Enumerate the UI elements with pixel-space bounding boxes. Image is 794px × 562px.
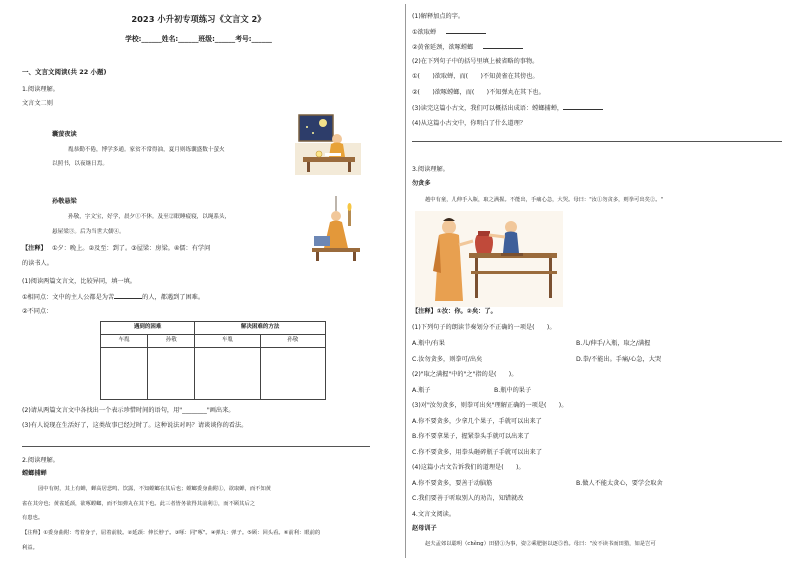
r-q1-item1 [412,28,486,37]
table-head-solution: 解决困难的方法 [195,322,326,335]
s4-option-b[interactable]: B.做人不能太贪心，要学会取舍 [576,480,663,487]
s3-question: (3)对"汝勿贪多，则拳可出矣"理解正确的一项是( )。 [412,402,568,409]
note4-label: 【注释】①汝：你。②矣：了。 [412,308,497,315]
table-cell[interactable] [101,348,148,400]
table-cell[interactable] [260,348,325,400]
r-q2: (2)在下列句子中的括号里填上被省略的事物。 [412,58,539,65]
story5-line1: 赵夫孟郊以聪明（chěng）田猎①为事，姿②乘肥驱以逐⑤兽。母曰："汝不读书而田猎，如是岂可 [425,541,656,547]
story4-title: 勿贪多 [412,180,431,187]
r-q3 [412,104,603,113]
note1-label: 【注释】 [22,245,47,252]
r-q4: (4)从这篇小古文中，你明白了什么道理？ [412,120,526,127]
r-q1-item1-text: ①欲取蝉 [412,29,437,36]
table-cell[interactable] [195,348,260,400]
story3-title: 螳螂捕蝉 [22,470,47,477]
story2-title: 孙敬悬梁 [52,198,77,205]
s4-question: (4)这篇小古文告诉我们的道理是( )。 [412,464,525,471]
table-head-difficulty: 遇到的困难 [101,322,195,335]
story5-title: 赵母训子 [412,525,437,532]
s1-question: (1)下列句子的朗读节奏划分不正确的一项是( )。 [412,324,556,331]
s1-option-c[interactable]: C.汝勿贪多，则拳可/出矣 [412,356,483,363]
story1-title: 囊萤夜读 [52,131,77,138]
s4-option-c[interactable]: C.我们要善于听取别人的劝告，知错就改 [412,495,524,502]
s3-option-a[interactable]: A.你不要贪多，少拿几个果子，手就可以出来了 [412,418,542,425]
student-info-line: 学校:______姓名:______班级:______考号:______ [125,35,272,43]
table-sub-3: 车胤 [195,335,260,348]
s2-question: (2)"取之满握"中的"之"指的是( )。 [412,371,518,378]
s2-option-a[interactable]: A.瓶子 [412,387,431,394]
r-q3-text: (3)读完这篇小古文，我们可以概括出成语：螳螂捕蝉， [412,105,564,112]
r-q2-item2: ②( )欲啄螳螂，而( )不知弹丸在其下也。 [412,89,545,96]
s4-option-a[interactable]: A.你不要贪多，要善于动脑筋 [412,480,493,487]
greedy-child-illustration [415,211,563,307]
s3-option-b[interactable]: B.你不要拿果子，握紧拳头手就可以出来了 [412,433,530,440]
story1-line1: 胤恭勤不倦，博学多通。家贫不常得油，夏月则练囊盛数十萤火 [68,147,225,153]
right-column [397,0,794,562]
note3-line1: 【注释】①委身曲附：弯着身子，屈着前肢。②延颈：伸长脖子。③啄：同"啄"。④弹丸：弹子。⑤顾：回头看。⑥前利：眼前的 [22,530,321,536]
q3-label: 3.阅读理解。 [412,166,449,173]
q4-label: 4.文言文阅读。 [412,511,456,518]
answer-line[interactable] [412,141,782,142]
s1-option-a[interactable]: A.瓶中/有果 [412,340,445,347]
table-cell[interactable] [148,348,195,400]
note1-line2: 的读书人。 [22,260,53,267]
q1-sub-title: 文言文二则 [22,100,53,107]
story3-line1: 园中有树，其上有蝉，蝉高居悲鸣、饮露，不知螳螂在其后也；螳螂委身曲附①，欲取蝉，而不知黄 [38,486,272,492]
hanging-hair-illustration [308,196,364,262]
column-divider [405,4,406,558]
firefly-reading-illustration [295,113,361,175]
r-q1-item2-text: ②黄雀延颈，欲啄螳螂 [412,44,474,51]
story2-line2: 悬屋梁③。后为当世大儒④。 [52,229,125,235]
note3-line2: 利益。 [22,545,38,551]
s1-option-d[interactable]: D.拳/不能出。手痛/心急，大哭 [576,356,662,363]
table-sub-2: 孙敬 [148,335,195,348]
s1-option-b[interactable]: B.儿/伸手/入瓶，取之/满握 [576,340,651,347]
answer-line[interactable] [22,446,370,447]
r-q1: (1)解释加点的字。 [412,13,465,20]
story1-line2: 以照书，以夜继日焉。 [52,161,108,167]
r-q1-item1-blank[interactable] [446,28,486,34]
r-q2-item1: ①( )欲取蝉，而( )不知黄雀在其傍也。 [412,73,539,80]
table-sub-1: 车胤 [101,335,148,348]
r-q1-item2 [412,43,523,52]
q1-same-point [22,293,204,302]
story3-line2: 雀在其旁也；黄雀延颈，欲啄螳螂，而不知弹丸在其下也。此三者皆务欲得其前利②，而不顾其后之 [22,501,256,507]
page-title: 2023 小升初专项练习《文言文 2》 [131,14,266,24]
story4-line1: 越中有童，儿伸手入瓶，取之满握。不能出，手痛心急，大哭。母曰："汝①勿贪多，则拳可出矣②。" [425,197,663,203]
r-q1-item2-blank[interactable] [483,43,523,49]
q1-same-blank[interactable] [114,293,142,299]
q2-label: 2.阅读理解。 [22,457,59,464]
q1-part1: (1)阅读两篇文言文，比较异同，填一填。 [22,278,136,285]
section-title: 一、文言文阅读(共 22 小题) [22,68,107,76]
q1-label: 1.阅读理解。 [22,86,59,93]
note1-line1: ①夕：晚上。②及至：到了。③屋梁：房梁。④儒：有学问 [52,245,211,252]
story2-line1: 孙敬，字文宝，好学，晨夕①不休。及至②眠睡疲寝，以绳系头， [68,214,231,220]
q1-same-post: 的人，都遇到了困难。 [142,294,205,301]
table-sub-4: 孙敬 [260,335,325,348]
story3-line3: 有患也。 [22,515,44,521]
q1-part2: (2)请从两篇文言文中各找出一个表示珍惜时间的语句，用"________"画出来。 [22,407,235,414]
q1-same-pre: ①相同点：文中的主人公都是为苦 [22,294,115,301]
q1-diff-point: ②不同点： [22,308,53,315]
s3-option-c[interactable]: C.你不要贪多，用拳头砸碎瓶子手就可以出来了 [412,449,543,456]
comparison-table [100,321,326,400]
q1-part3: (3)有人说现在生活好了，这类故事已经过时了。这种说法对吗？请谈谈你的看法。 [22,422,248,429]
s2-option-b[interactable]: B.瓶中的果子 [494,387,532,394]
r-q3-blank[interactable] [563,104,603,110]
